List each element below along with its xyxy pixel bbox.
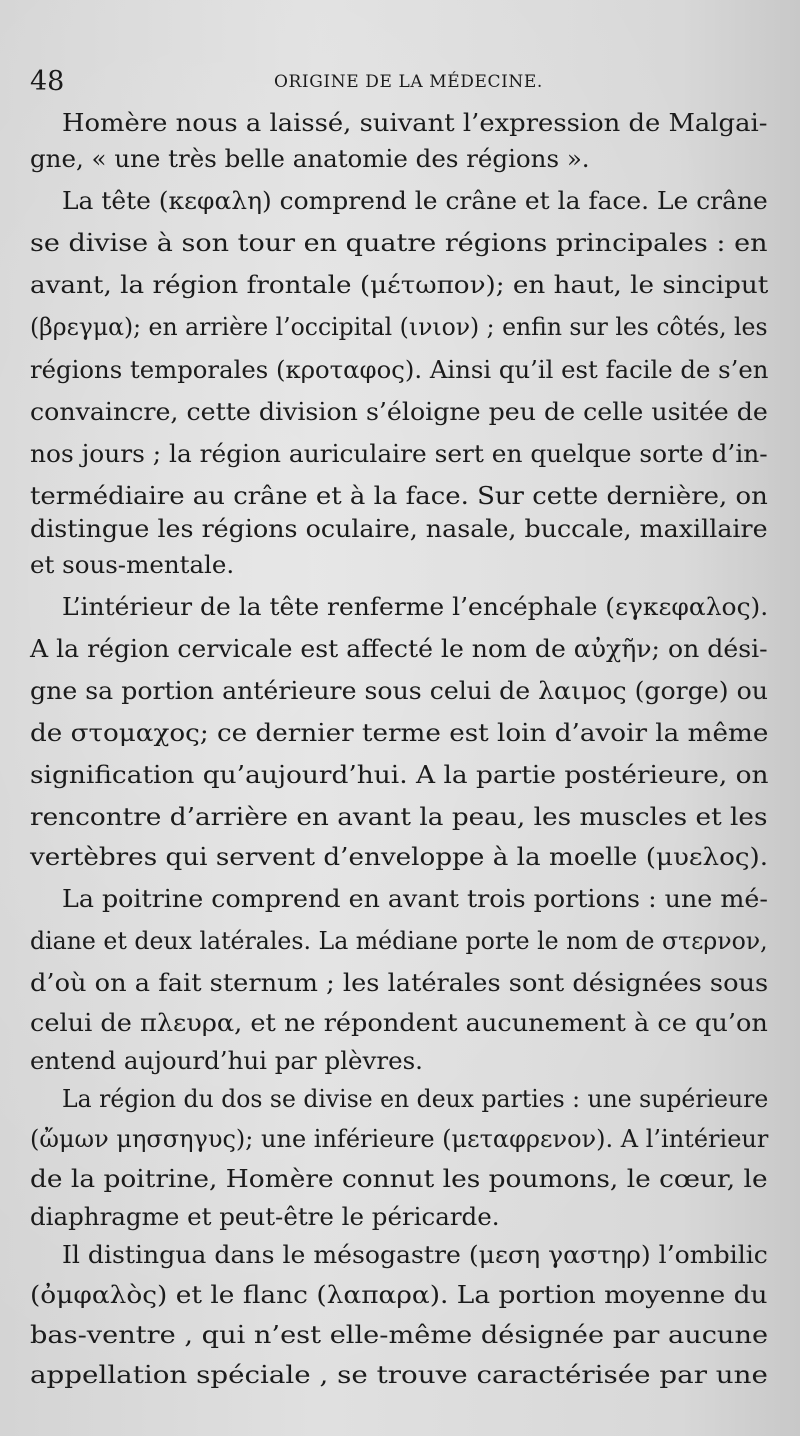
text-line: de la poitrine, Homère connut les poumons, le cœur, le xyxy=(30,1164,768,1193)
text-line: d’où on a fait sternum ; les latérales sont désignées sous xyxy=(30,968,769,997)
text-line: régions temporales (κροταφος). Ainsi qu’il est facile de s’en xyxy=(30,355,769,384)
text-line: La poitrine comprend en avant trois portions : une mé- xyxy=(62,884,768,913)
running-title: ORIGINE DE LA MÉDECINE. xyxy=(274,72,543,92)
text-line: Il distingua dans le mésogastre (μεση γαστηρ) l’ombilic xyxy=(62,1240,768,1269)
text-line: termédiaire au crâne et à la face. Sur cette dernière, on xyxy=(30,481,768,510)
text-line: vertèbres qui servent d’enveloppe à la moelle (μυελος). xyxy=(30,842,769,871)
text-line: gne sa portion antérieure sous celui de λαιμος (gorge) ou xyxy=(30,676,768,705)
text-line: entend aujourd’hui par plèvres. xyxy=(30,1046,423,1075)
text-line: convaincre, cette division s’éloigne peu de celle usitée de xyxy=(30,397,768,426)
text-line: appellation spéciale , se trouve caractérisée par une xyxy=(30,1360,768,1389)
text-line: et sous-mentale. xyxy=(30,550,235,579)
text-line: celui de πλευρα, et ne répondent aucunement à ce qu’on xyxy=(30,1008,768,1037)
text-line: distingue les régions oculaire, nasale, buccale, maxillaire xyxy=(30,514,768,543)
text-line: nos jours ; la région auriculaire sert en quelque sorte d’in- xyxy=(30,439,768,468)
text-line: (βρεγμα); en arrière l’occipital (ινιον) ; enfin sur les côtés, les xyxy=(30,312,768,341)
text-line: gne, « une très belle anatomie des régions ». xyxy=(30,144,590,173)
text-line: La région du dos se divise en deux parties : une supérieure xyxy=(62,1084,769,1113)
text-line: L’intérieur de la tête renferme l’encéphale (εγκεφαλος). xyxy=(62,592,769,621)
text-line: (ὀμφαλὸς) et le flanc (λαπαρα). La portion moyenne du xyxy=(30,1280,768,1309)
text-line: rencontre d’arrière en avant la peau, les muscles et les xyxy=(30,802,768,831)
text-line: bas-ventre , qui n’est elle-même désignée par aucune xyxy=(30,1320,769,1349)
page-number: 48 xyxy=(30,66,65,97)
text-line: avant, la région frontale (μέτωπον); en haut, le sinciput xyxy=(30,270,769,299)
text-line: Homère nous a laissé, suivant l’expression de Malgai- xyxy=(62,108,768,137)
text-line: signification qu’aujourd’hui. A la partie postérieure, on xyxy=(30,760,769,789)
text-line: diaphragme et peut-être le péricarde. xyxy=(30,1202,500,1231)
text-line: diane et deux latérales. La médiane porte le nom de στερνον, xyxy=(30,926,768,955)
text-line: A la région cervicale est affecté le nom de αὐχῆν; on dési- xyxy=(30,634,768,663)
text-line: de στομαχος; ce dernier terme est loin d’avoir la même xyxy=(30,718,769,747)
text-line: se divise à son tour en quatre régions principales : en xyxy=(30,228,768,257)
text-line: (ὤμων μησσηγυς); une inférieure (μεταφρενον). A l’intérieur xyxy=(30,1124,769,1153)
text-line: La tête (κεφαλη) comprend le crâne et la face. Le crâne xyxy=(62,186,768,215)
